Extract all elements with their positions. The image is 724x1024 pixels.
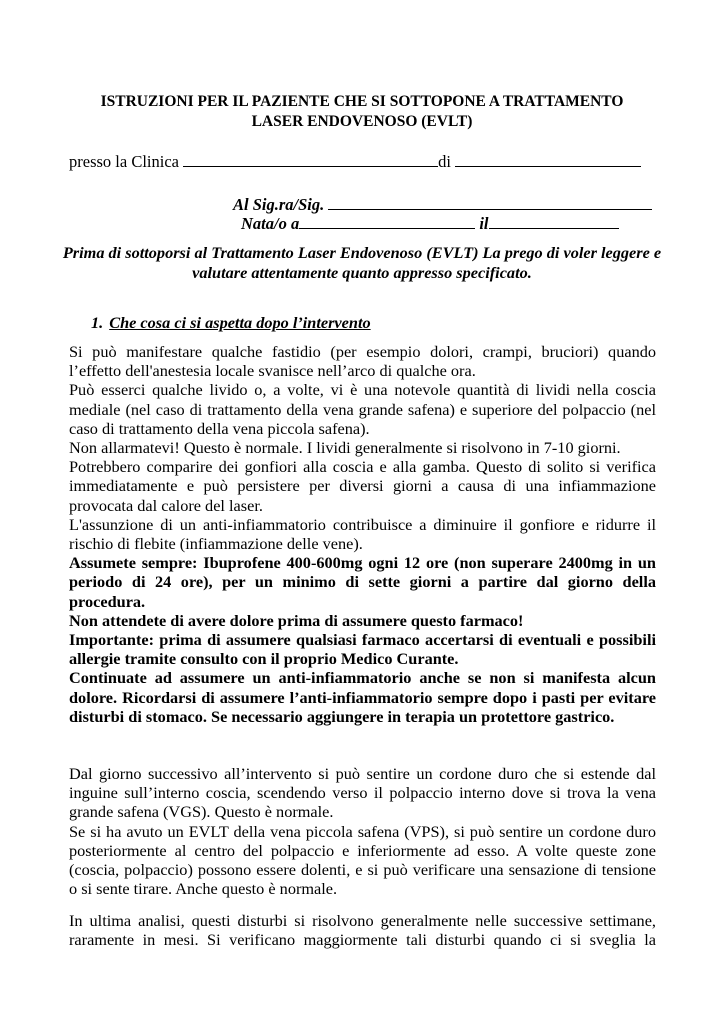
bold-instruction: Continuate ad assumere un anti-infiammatorio anche se non si manifesta alcun dolore. Ricordarsi di assumere l’anti-infiammatorio sempre dopo i pasti per evitare disturbi di stomaco. Se necessario aggiungere in terapia un protettore gastrico. [69, 668, 656, 726]
body-paragraph: Può esserci qualche livido o, a volte, vi è una notevole quantità di lividi nella coscia mediale (nel caso di trattamento della vena grande safena) e superiore del polpaccio (nel caso di trattamento della vena piccola safena). [69, 380, 656, 438]
body-paragraph: Se si ha avuto un EVLT della vena piccola safena (VPS), si può sentire un cordone duro posteriormente al centro del polpaccio e inferiormente ad esso. A volte queste zone (coscia, polpaccio) possono essere dolenti, e si può verificare una sensazione di tensione o si sente tirare. Anche questo è normale. [69, 821, 656, 899]
patient-name-field[interactable] [328, 195, 652, 210]
patient-name-label: Al Sig.ra/Sig. [233, 195, 325, 214]
bold-instruction: Non attendete di avere dolore prima di assumere questo farmaco! [69, 610, 524, 630]
section-1-body [69, 342, 656, 726]
birthplace-label: Nata/o a [241, 214, 300, 233]
section-1-body-2 [69, 764, 656, 898]
clinic-line [69, 152, 657, 172]
clinic-city-field[interactable] [455, 152, 641, 167]
body-paragraph: Si può manifestare qualche fastidio (per esempio dolori, crampi, bruciori) quando l’effetto dell'anestesia locale svanisce nell’arco di qualche ora. [69, 342, 656, 381]
section-1-title: Che cosa ci si aspetta dopo l’intervento [109, 313, 371, 332]
body-paragraph: L'assunzione di un anti-infiammatorio contribuisce a diminuire il gonfiore e ridurre il rischio di flebite (infiammazione delle vene). [69, 514, 656, 554]
document-title-line2: LASER ENDOVENOSO (EVLT) [251, 113, 473, 130]
document-title [40, 92, 684, 132]
clinic-name-field[interactable] [183, 152, 438, 167]
birthdate-label: il [479, 214, 489, 233]
birthdate-field[interactable] [489, 214, 619, 229]
clinic-label: presso la Clinica [69, 152, 179, 171]
body-paragraph: Dal giorno successivo all’intervento si può sentire un cordone duro che si estende dal inguine sull’interno coscia, scendendo verso il polpaccio interno dove si trova la vena grande safena (VGS). Questo è normale. [69, 764, 656, 822]
section-1-number: 1. [91, 313, 104, 332]
body-paragraph: Potrebbero comparire dei gonfiori alla coscia e alla gamba. Questo di solito si verifica immediatamente e può persistere per diversi giorni a causa di una infiammazione provocata dal calore del laser. [69, 457, 656, 515]
clinic-di-label: di [438, 152, 451, 171]
bold-instruction: Importante: prima di assumere qualsiasi farmaco accertarsi di eventuali e possibili allergie tramite consulto con il proprio Medico Curante. [69, 630, 656, 669]
document-title-line1: ISTRUZIONI PER IL PAZIENTE CHE SI SOTTOPONE A TRATTAMENTO [100, 93, 624, 110]
patient-name-line [233, 195, 657, 215]
intro-paragraph: Prima di sottoporsi al Trattamento Laser Endovenoso (EVLT) La prego di voler leggere e valutare attentamente quanto appresso specificato. [62, 243, 662, 282]
section-1-body-3 [69, 911, 656, 949]
body-paragraph: In ultima analisi, questi disturbi si risolvono generalmente nelle successive settimane, raramente in mesi. Si verificano maggiormente tali disturbi quando ci si sveglia la [69, 911, 656, 950]
section-1-heading [91, 313, 371, 333]
patient-birth-line [241, 214, 665, 234]
bold-instruction: Assumete sempre: Ibuprofene 400-600mg ogni 12 ore (non superare 2400mg in un periodo di 24 ore), per un minimo di sette giorni a partire dal giorno della procedura. [69, 553, 656, 611]
body-paragraph: Non allarmatevi! Questo è normale. I lividi generalmente si risolvono in 7-10 giorni. [69, 438, 621, 458]
birthplace-field[interactable] [299, 214, 475, 229]
